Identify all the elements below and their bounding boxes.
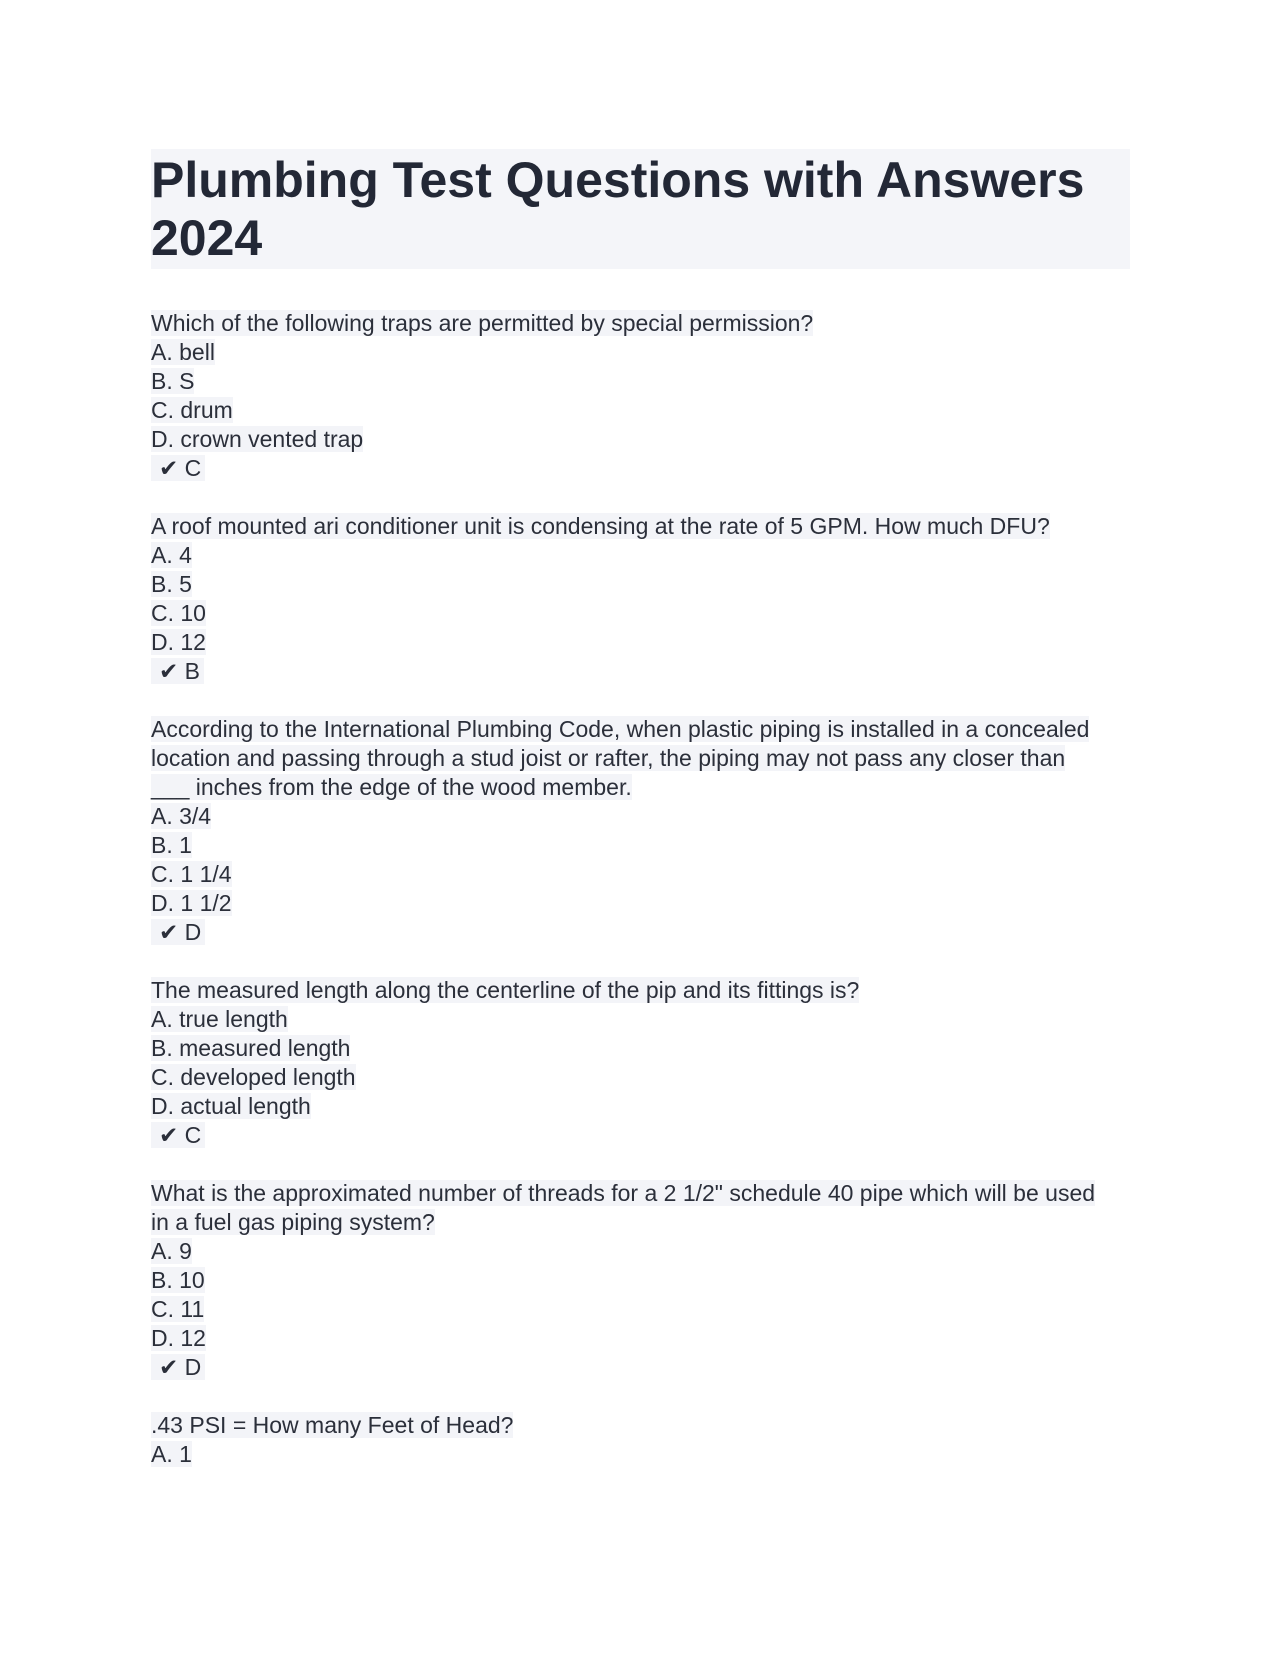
answer-checkmark: ✔ C	[151, 455, 205, 481]
question-text: According to the International Plumbing Code, when plastic piping is installed in a concealed location and passing through a stud joist or rafter, the piping may not pass any closer than ___ inches from the edge of the wood member.	[151, 716, 1090, 800]
answer-checkmark: ✔ C	[151, 1122, 205, 1148]
question-block	[151, 715, 1131, 947]
option-c: C. 11	[151, 1296, 205, 1322]
option-d: D. 12	[151, 1325, 206, 1351]
question-text: .43 PSI = How many Feet of Head?	[151, 1412, 514, 1438]
option-d: D. 1 1/2	[151, 890, 232, 916]
question-text: The measured length along the centerline of the pip and its fittings is?	[151, 977, 860, 1003]
question-block	[151, 1179, 1131, 1382]
question-block	[151, 976, 1131, 1150]
option-a: A. true length	[151, 1006, 288, 1032]
option-b: B. measured length	[151, 1035, 351, 1061]
option-c: C. drum	[151, 397, 233, 423]
option-b: B. 5	[151, 571, 192, 597]
option-a: A. 3/4	[151, 803, 212, 829]
page-title: Plumbing Test Questions with Answers 2024	[151, 152, 1085, 266]
answer-checkmark: ✔ D	[151, 919, 205, 945]
option-a: A. 4	[151, 542, 192, 568]
question-text: A roof mounted ari conditioner unit is condensing at the rate of 5 GPM. How much DFU?	[151, 513, 1050, 539]
option-c: C. 1 1/4	[151, 861, 232, 887]
option-c: C. 10	[151, 600, 206, 626]
option-d: D. actual length	[151, 1093, 311, 1119]
option-c: C. developed length	[151, 1064, 356, 1090]
answer-checkmark: ✔ D	[151, 1354, 205, 1380]
option-b: B. 10	[151, 1267, 205, 1293]
option-b: B. 1	[151, 832, 192, 858]
question-text: Which of the following traps are permitted by special permission?	[151, 310, 814, 336]
option-d: D. crown vented trap	[151, 426, 364, 452]
answer-checkmark: ✔ B	[151, 658, 204, 684]
option-a: A. 9	[151, 1238, 192, 1264]
title-block	[151, 149, 1130, 269]
question-block	[151, 512, 1131, 686]
option-a: A. 1	[151, 1441, 192, 1467]
option-d: D. 12	[151, 629, 206, 655]
question-block	[151, 309, 1131, 483]
document-page	[151, 149, 1131, 1469]
option-a: A. bell	[151, 339, 215, 365]
question-text: What is the approximated number of threads for a 2 1/2" schedule 40 pipe which will be used in a fuel gas piping system?	[151, 1180, 1096, 1235]
option-b: B. S	[151, 368, 195, 394]
question-block	[151, 1411, 1131, 1469]
